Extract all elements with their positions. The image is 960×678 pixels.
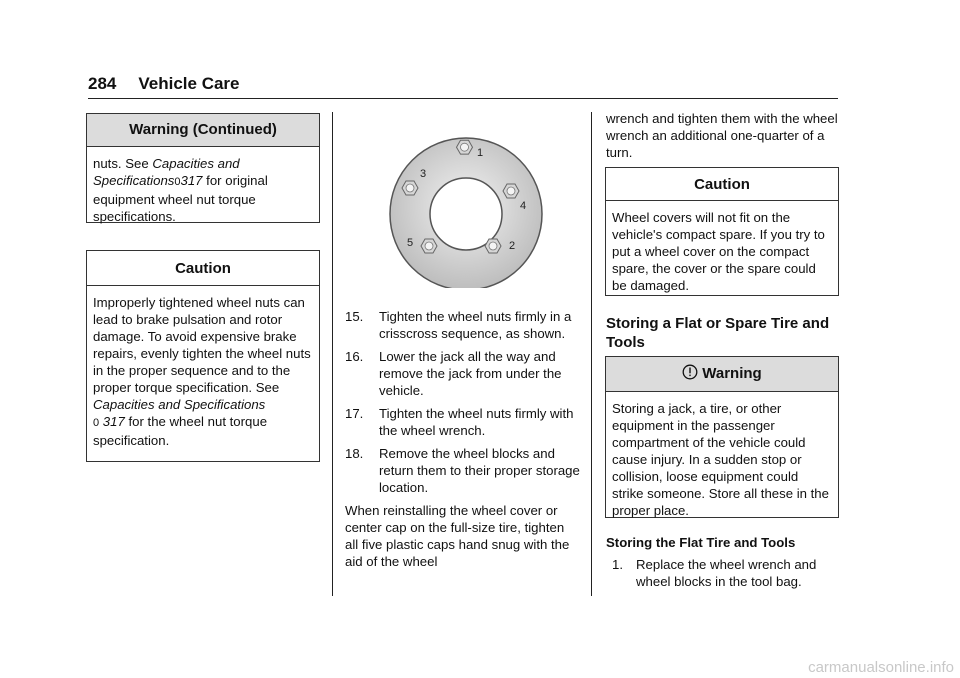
reinstall-paragraph: When reinstalling the wheel cover or center cap on the full-size tire, tighten all five plastic caps hand snug with the aid of the wheel — [345, 503, 570, 569]
xref-arrow-icon: 0 — [174, 176, 181, 188]
col3-steps — [612, 556, 838, 596]
lug-nut-4 — [503, 184, 519, 198]
page-ref[interactable]: 317 — [180, 173, 203, 188]
warning-body: Storing a jack, a tire, or other equipment in the passenger compartment of the vehicle could cause injury. In a sudden stop or collision, loose equipment could strike someone. Store all these in the proper place. — [612, 401, 829, 518]
caution-heading-1: Caution — [87, 251, 319, 286]
column-divider-2 — [591, 112, 592, 596]
header-rule — [88, 98, 838, 99]
page-ref[interactable]: 317 — [102, 414, 125, 429]
caution-text-1: Improperly tightened wheel nuts can lead to brake pulsation and rotor damage. To avoid expensive brake repairs, evenly tighten the wheel nuts in the proper sequence and to the proper torque specification. See — [93, 295, 311, 395]
warning-continued-box — [86, 113, 320, 223]
section-heading: Storing a Flat or Spare Tire and Tools — [606, 315, 830, 351]
xref-arrow-icon: 0 — [93, 417, 100, 429]
col2-text — [345, 308, 581, 570]
label-3: 3 — [420, 168, 427, 180]
lug-nut-1 — [457, 140, 473, 154]
list-item: 16. Lower the jack all the way and remove the jack from under the vehicle. — [345, 349, 562, 398]
warning-heading — [606, 357, 838, 392]
step-list — [345, 308, 581, 496]
list-item: 17. Tighten the wheel nuts firmly with the wheel wrench. — [345, 406, 574, 438]
capacities-link[interactable]: Capacities and Specifications — [93, 397, 266, 412]
caution-heading-2: Caution — [606, 168, 838, 201]
caution-end-1: for the wheel nut torque specification. — [93, 414, 268, 448]
capacities-link[interactable]: Capacities and Specifications — [93, 156, 240, 188]
warning-continued-heading: Warning (Continued) — [87, 114, 319, 147]
label-5: 5 — [407, 237, 414, 249]
wheel-nut-sequence-figure — [386, 134, 546, 288]
label-4: 4 — [520, 200, 527, 212]
caution-body-1 — [87, 286, 319, 457]
step-list — [612, 556, 838, 590]
label-2: 2 — [509, 240, 516, 252]
footer-watermark[interactable]: carmanualsonline.info — [808, 659, 954, 676]
page-number: 284 — [88, 74, 117, 93]
lug-nut-3 — [402, 181, 418, 195]
warning-continued-text: nuts. See — [93, 156, 153, 171]
list-item: 15. Tighten the wheel nuts firmly in a crisscross sequence, as shown. — [345, 309, 572, 341]
chapter-title: Vehicle Care — [138, 74, 240, 93]
subsection-heading: Storing the Flat Tire and Tools — [606, 535, 796, 550]
column-divider-1 — [332, 112, 333, 596]
warning-continued-end: for original equipment wheel nut torque specifications. — [93, 173, 268, 224]
col3-continued-paragraph: wrench and tighten them with the wheel wrench an additional one-quarter of a turn. — [606, 111, 838, 160]
warning-heading-text: Warning — [702, 365, 762, 382]
caution-box-2 — [605, 167, 839, 296]
warning-box — [605, 356, 839, 518]
page-header — [88, 74, 240, 94]
label-1: 1 — [477, 147, 484, 159]
caution-box-1 — [86, 250, 320, 462]
warning-continued-body — [87, 147, 319, 233]
lug-nut-5 — [421, 239, 437, 253]
list-item: 18. Remove the wheel blocks and return them to their proper storage location. — [345, 446, 580, 495]
warning-icon — [682, 364, 698, 380]
caution-body-2: Wheel covers will not fit on the vehicle's compact spare. If you try to put a wheel cover on the compact spare, the cover or the spare could be damaged. — [612, 210, 825, 293]
list-item: 1. Replace the wheel wrench and wheel blocks in the tool bag. — [612, 557, 817, 589]
lug-nut-2 — [485, 239, 501, 253]
